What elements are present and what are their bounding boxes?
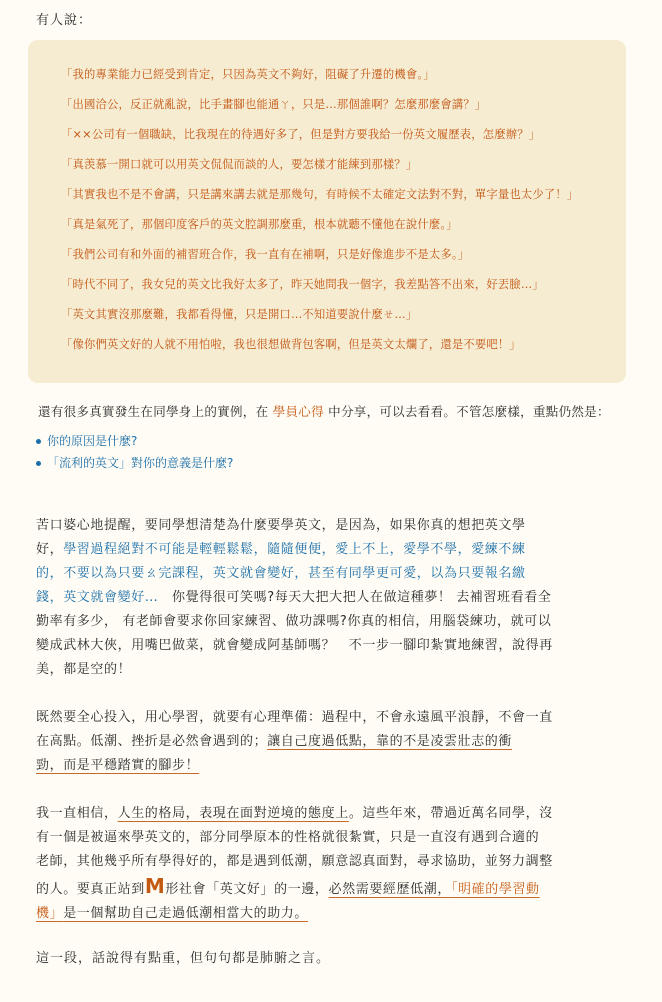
quote-item: 「真是氣死了，那個印度客戶的英文腔調那麼重，根本就聽不懂他在說什麼。」 — [61, 218, 458, 231]
paragraph-belief: 我一直相信，人生的格局，表現在面對逆境的態度上。這些年來，帶過近萬名同學，沒 有一個是被逼來學英文的，部分同學原本的性格就很紮實，只是一直沒有遇到合適的 老師，其他幾乎所有學得好的，都是遇到低潮，願意認真面對，尋求協助，並努力調整 的人。要真正站到M形社會「英文好」的一邊，必然需要經歷低潮，「明確的學習動 機」是一個幫助自己走過低潮相當大的助力。 — [36, 806, 553, 921]
bullet-icon — [36, 439, 41, 444]
closing-text: 這一段，話說得有點重，但句句都是肺腑之言。 — [36, 951, 331, 966]
quote-box — [28, 40, 626, 383]
share-paragraph — [38, 402, 610, 420]
quote-item: 「真羡慕一開口就可以用英文侃侃而談的人，要怎樣才能練到那樣？」 — [61, 158, 418, 171]
student-feedback-link[interactable]: 學員心得 — [272, 404, 324, 419]
share-text-after: 中分享，可以去看看。不管怎麼樣，重點仍然是： — [328, 404, 610, 419]
quote-item: 「我們公司有和外面的補習班合作，我一直有在補啊，只是好像進步不是太多。」 — [61, 248, 470, 261]
list-item: 「流利的英文」對你的意義是什麼? — [36, 452, 233, 474]
paragraph-preparation: 既然要全心投入，用心學習，就要有心理準備：過程中，不會永遠風平浪靜，不會一直 在高點。低潮、挫折是必然會遇到的；讓自己度過低點，靠的不是凌雲壯志的衝 勁，而是平穩踏實的腳步！ — [36, 710, 553, 773]
share-text-before: 還有很多真實發生在同學身上的實例，在 — [38, 404, 269, 419]
bullet-icon — [36, 461, 41, 466]
quote-item: 「時代不同了，我女兒的英文比我好太多了，昨天她問我一個字，我差點答不出來，好丟臉…」 — [61, 278, 544, 291]
quote-item: 「我的專業能力已經受到肯定，只因為英文不夠好，阻礙了升遷的機會。」 — [61, 68, 435, 81]
paragraph-reminder: 苦口婆心地提醒，要同學想清楚為什麼要學英文，是因為，如果你真的想把英文學 好，學習過程絕對不可能是輕輕鬆鬆，隨隨便便，愛上不上，愛學不學，愛練不練 的，不要以為只要ㄠ完課程，英文就會變好，甚至有同學更可愛，以為只要報名繳 錢，英文就會變好… 你覺得很可笑嗎?每天大把大把人在做這種夢！ 去補習班看看全 勤率有多少， 有老師會要求你回家練習、做功課嗎?你真的相信，用腦袋練功，就可以 變成武林大俠，用嘴巴做菜，就會變成阿基師嗎？ 不一步一腳印紮實地練習，說得再 美，都是空的！ — [36, 518, 553, 677]
quote-item: 「××公司有一個職缺，比我現在的待遇好多了，但是對方要我給一份英文履歷表，怎麼辦？」 — [61, 128, 541, 141]
question-list — [36, 430, 233, 474]
quote-item: 「出國洽公，反正就亂說，比手畫腳也能通ㄚ，只是…那個誰啊？怎麼那麼會講？」 — [61, 98, 487, 111]
list-item: 你的原因是什麼? — [36, 430, 233, 452]
intro-text: 有人說： — [36, 13, 93, 28]
quote-item: 「英文其實沒那麼難，我都看得懂，只是開口…不知道要說什麼ㄝ…」 — [61, 308, 418, 321]
quote-item: 「像你們英文好的人就不用怕啦，我也很想做背包客啊，但是英文太爛了，還是不要吧！」 — [61, 338, 521, 351]
quote-item: 「其實我也不是不會講，只是講來講去就是那幾句，有時候不太確定文法對不對，單字量也太少了！」 — [61, 188, 579, 201]
